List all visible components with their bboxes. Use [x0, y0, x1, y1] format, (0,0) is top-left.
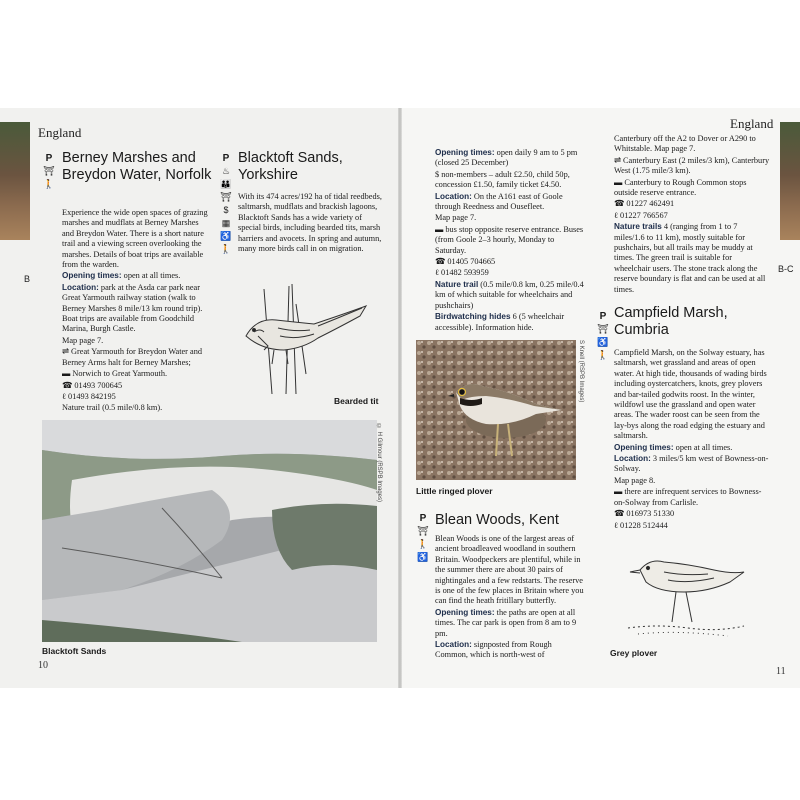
campfield-facility-icons [596, 310, 610, 362]
walker-icon: 🚶 [597, 350, 609, 360]
hide-icon: ⛩ [597, 324, 609, 334]
blacktoft-hides: Birdwatching hides 6 (5 wheelchair accessible). Information hide. [435, 312, 565, 332]
bearded-tit-sketch [234, 284, 374, 394]
berney-body [62, 208, 212, 415]
berney-facility-icons [42, 152, 56, 191]
toilet-icon: ♨ [221, 166, 231, 176]
fee-icon: $ [223, 205, 229, 215]
page-number-left: 10 [38, 660, 48, 671]
berney-opening: Opening times: open at all times. [62, 271, 181, 281]
hide-icon: ⛩ [43, 166, 55, 176]
blean-rail: ⇌ Canterbury East (2 miles/3 km), Canterbury West (1.75 mile/3 km). [614, 155, 770, 176]
binoculars-icon: ▦ [221, 218, 231, 228]
blacktoft-photo-caption: Blacktoft Sands [42, 646, 107, 656]
little-ringed-plover-photo [416, 340, 576, 480]
bearded-tit-caption: Bearded tit [334, 396, 379, 406]
wheelchair-icon: ♿ [220, 231, 232, 241]
blacktoft-location: Location: On the A161 east of Goole through Reedness and Ousefleet. [435, 191, 563, 212]
blean-title: Blean Woods, Kent [435, 512, 559, 528]
page-number-right: 11 [776, 666, 786, 677]
blean-body [435, 534, 585, 662]
parking-icon: P [222, 153, 230, 164]
wheelchair-icon: ♿ [597, 337, 609, 347]
berney-location: Location: park at the Asda car park near Great Yarmouth railway station (walk to Berney Marshes 8 mile/13 km round trip). Boat trips are available from Goodchild Marina, Burgh Castle. [62, 282, 203, 334]
campfield-title: Campfield Marsh, Cumbria [614, 305, 728, 338]
blacktoft-facility-icons [219, 152, 233, 256]
family-icon: 👪 [220, 179, 232, 189]
left-tab-letter: B [24, 274, 31, 284]
blacktoft-tel: ☎ 01405 704665 [435, 257, 496, 267]
blean-info: ℓ 01227 766567 [614, 210, 668, 220]
plover-photo-credit: S Knell (RSPB Images) [578, 340, 584, 403]
plover-caption: Little ringed plover [416, 486, 493, 496]
blean-facility-icons [416, 512, 430, 564]
hide-icon: ⛩ [417, 526, 429, 536]
walker-icon: 🚶 [43, 179, 55, 189]
campfield-info: ℓ 01228 512444 [614, 520, 668, 530]
blean-trails: Nature trails 4 (ranging from 1 to 7 miles/1.6 to 11 km), mostly suitable for pushchairs, but all trails may be muddy at times. The green trail is suitable for wheelchair users. The stone track along the reserve boundary is flat and can be used at all times. [614, 222, 766, 294]
left-thumb-tab-photo [0, 122, 30, 240]
blean-continued [614, 134, 770, 296]
right-tab-letter: B-C [778, 264, 794, 274]
aerial-photo-credit: © H Gilmour (RSPB Images) [376, 424, 382, 503]
blacktoft-bus: ▬ bus stop opposite reserve entrance. Buses (from Goole 2–3 hourly, Monday to Saturday. [435, 224, 584, 255]
grey-plover-caption: Grey plover [610, 648, 658, 658]
berney-title: Berney Marshes and Breydon Water, Norfolk [62, 150, 212, 183]
blacktoft-continued [435, 148, 585, 334]
berney-info: ℓ 01493 842195 [62, 391, 116, 401]
campfield-bus: ▬ there are infrequent services to Bowness-on-Solway from Carlisle. [614, 487, 762, 507]
right-thumb-tab-photo [780, 122, 800, 240]
blacktoft-body [238, 192, 386, 255]
campfield-map: Map page 8. [614, 475, 656, 485]
blacktoft-fees: $ non-members – adult £2.50, child 50p, concession £1.50, family ticket £4.50. [435, 169, 570, 190]
berney-rail: ⇌ Great Yarmouth for Breydon Water and Berney Arms halt for Berney Marshes; [62, 347, 203, 367]
blean-intro: Blean Woods is one of the largest areas of ancient broadleaved woodland in southern Britain. Woodpeckers are plentiful, while in the summer there are about 30 pairs of nightingales and a few redstarts. The reserve is one of the few places in Britain where you can find the heath fritillary butterfly. [435, 534, 584, 606]
campfield-opening: Opening times: open at all times. [614, 442, 733, 452]
campfield-tel: ☎ 016973 51330 [614, 509, 675, 519]
blean-bus: ▬ Canterbury to Rough Common stops outside reserve entrance. [614, 177, 747, 198]
running-head-left: England [38, 125, 82, 140]
blacktoft-opening: Opening times: open daily 9 am to 5 pm (closed 25 December) [435, 148, 578, 168]
parking-icon: P [45, 153, 53, 164]
book-gutter [398, 108, 402, 688]
berney-map: Map page 7. [62, 335, 104, 345]
berney-tel: ☎ 01493 700645 [62, 380, 123, 390]
campfield-body [614, 348, 770, 532]
parking-icon: P [599, 311, 607, 322]
berney-trail: Nature trail (0.5 mile/0.8 km). [62, 403, 163, 413]
blacktoft-aerial-photo [42, 420, 377, 642]
blacktoft-map: Map page 7. [435, 213, 477, 223]
blacktoft-trail: Nature trail (0.5 mile/0.8 km, 0.25 mile/0.4 km of which suitable for wheelchairs and pushchairs) [435, 279, 584, 310]
blean-location-cont: Canterbury off the A2 to Dover or A290 to Whitstable. Map page 7. [614, 134, 756, 154]
hide-icon: ⛩ [220, 192, 232, 202]
wheelchair-icon: ♿ [417, 552, 429, 562]
blacktoft-info: ℓ 01482 593959 [435, 268, 489, 278]
berney-intro: Experience the wide open spaces of grazing marshes and mudflats at Berney Marshes and Breydon Water. There is a short nature trail and a viewing screen overlooking the marshes. Details of boat trips are available from the warden. [62, 208, 208, 270]
walker-icon: 🚶 [417, 539, 429, 549]
berney-bus: ▬ Norwich to Great Yarmouth. [62, 369, 168, 379]
campfield-location: Location: 3 miles/5 km west of Bowness-on-Solway. [614, 454, 769, 474]
blean-tel: ☎ 01227 462491 [614, 199, 675, 209]
grey-plover-sketch [618, 548, 748, 640]
walker-icon: 🚶 [220, 244, 232, 254]
blacktoft-title: Blacktoft Sands, Yorkshire [238, 150, 343, 183]
blacktoft-intro: With its 474 acres/192 ha of tidal reedbeds, saltmarsh, mudflats and brackish lagoons, Blacktoft Sands has a wide variety of special birds, including bearded tits, marsh harriers and avocets. In spring and autumn, many more birds call in on migration. [238, 192, 382, 254]
campfield-intro: Campfield Marsh, on the Solway estuary, has saltmarsh, wet grassland and areas of open water. At high tide, thousands of wading birds including oystercatchers, knots, grey plovers and bar-tailed godwits roost. In the winter, wildfowl use the grassland and open water areas. The wader roost can be seen from the lay-bys along the road edging the estuary and saltmarsh. [614, 348, 767, 441]
parking-icon: P [419, 513, 427, 524]
running-head-right: England [730, 116, 774, 131]
blean-location: Location: signposted from Rough Common, which is north-west of [435, 640, 552, 660]
blean-opening: Opening times: the paths are open at all times. The car park is open from 8 am to 9 pm. [435, 607, 577, 638]
